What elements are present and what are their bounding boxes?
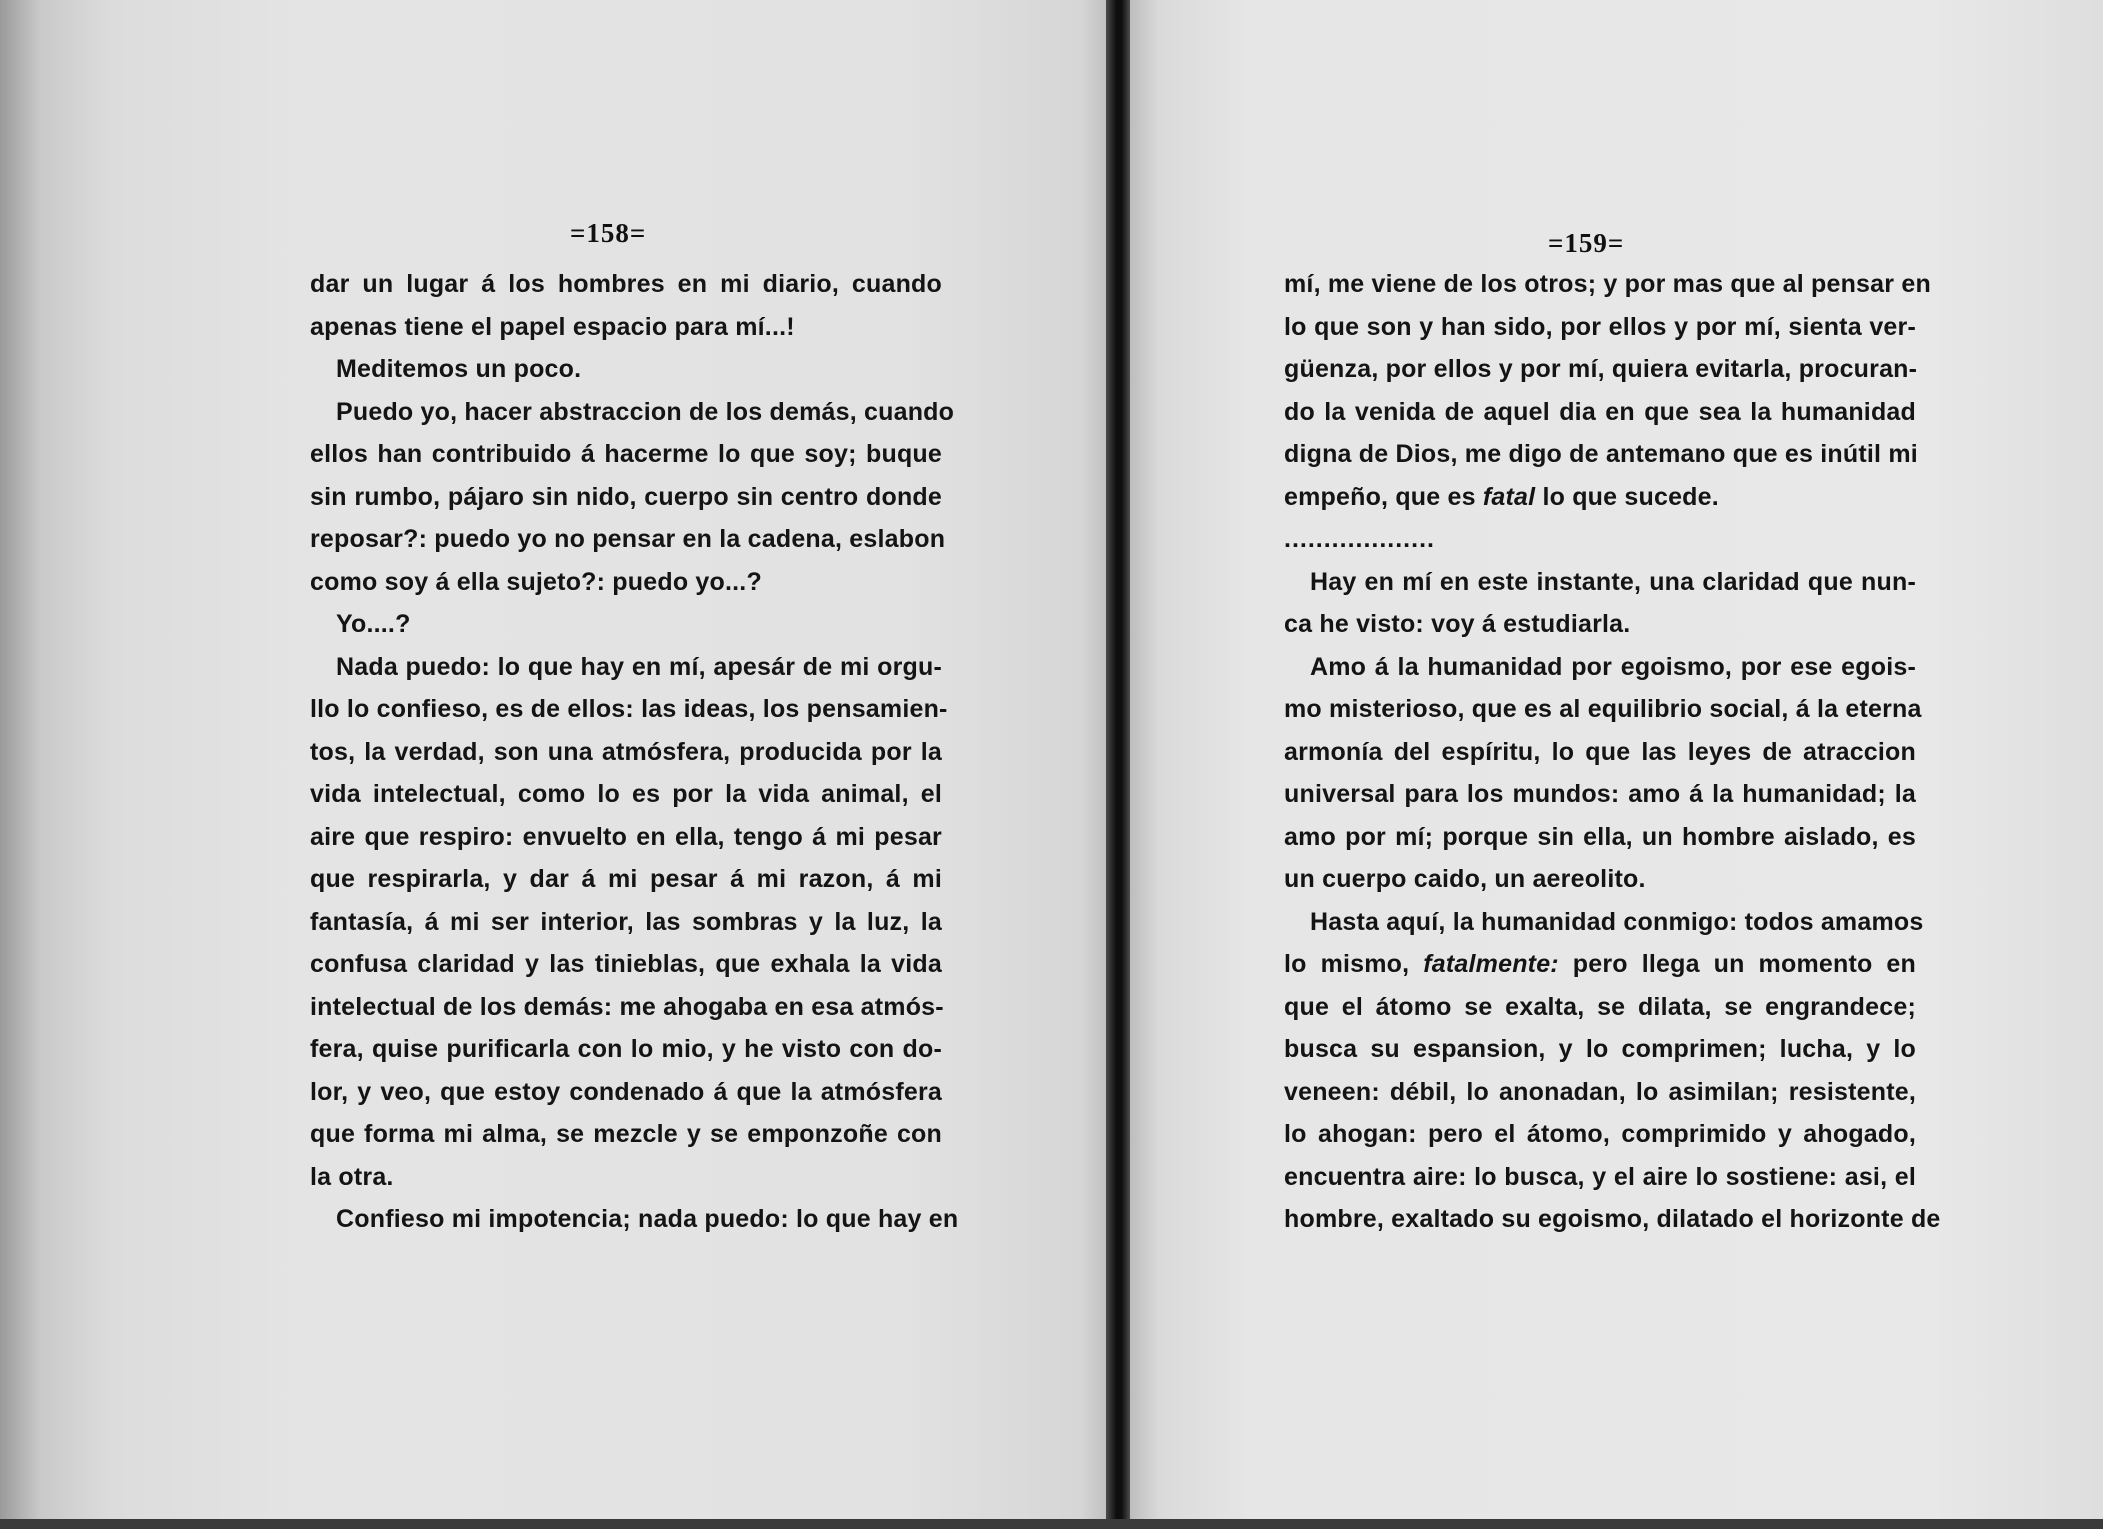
- text-fragment: lo mismo,: [1284, 950, 1424, 978]
- right-page-text: [1284, 263, 1941, 1241]
- text-line: ellos han contribuido á hacerme lo que soy; buque: [310, 440, 942, 468]
- text-line: un cuerpo caido, un aereolito.: [1284, 865, 1646, 893]
- text-line: apenas tiene el papel espacio para mí...!: [310, 312, 795, 341]
- text-line: Amo á la humanidad por egoismo, por ese egois-: [1310, 652, 1916, 681]
- text-line: Nada puedo: lo que hay en mí, apesár de mi orgu-: [336, 652, 942, 681]
- text-line: veneen: débil, lo anonadan, lo asimilan; resistente,: [1284, 1077, 1916, 1106]
- text-line: reposar?: puedo yo no pensar en la cadena, eslabon: [310, 525, 946, 553]
- italic-word: fatal: [1482, 482, 1536, 511]
- text-line: Puedo yo, hacer abstraccion de los demás, cuando: [336, 397, 955, 426]
- left-page-text: [310, 263, 959, 1241]
- text-line: Confieso mi impotencia; nada puedo: lo que hay en: [336, 1205, 959, 1233]
- text-line: hombre, exaltado su egoismo, dilatado el horizonte de: [1284, 1205, 1941, 1233]
- text-line: mí, me viene de los otros; y por mas que al pensar en: [1284, 270, 1931, 298]
- text-line: encuentra aire: lo busca, y el aire lo sostiene: asi, el: [1284, 1162, 1916, 1191]
- text-line: llo lo confieso, es de ellos: las ideas, los pensamien-: [310, 695, 948, 723]
- text-line: la otra.: [310, 1162, 394, 1191]
- text-line: como soy á ella sujeto?: puedo yo...?: [310, 567, 762, 596]
- text-line: que forma mi alma, se mezcle y se emponzoñe con: [310, 1120, 942, 1148]
- text-line: do la venida de aquel dia en que sea la humanidad: [1284, 397, 1916, 426]
- text-line: tos, la verdad, son una atmósfera, producida por la: [310, 737, 942, 766]
- text-line: [1284, 943, 1916, 986]
- text-line: Hay en mí en este instante, una claridad que nun-: [1310, 567, 1916, 596]
- page-number-right: =159=: [1548, 228, 1625, 258]
- text-line: aire que respiro: envuelto en ella, tengo á mi pesar: [310, 822, 942, 851]
- text-line: amo por mí; porque sin ella, un hombre aislado, es: [1284, 822, 1916, 851]
- italic-word: fatalmente:: [1423, 950, 1559, 978]
- text-line: universal para los mundos: amo á la humanidad; la: [1284, 780, 1916, 808]
- text-line: confusa claridad y las tinieblas, que exhala la vida: [310, 950, 942, 978]
- text-line: que el átomo se exalta, se dilata, se engrandece;: [1284, 992, 1916, 1021]
- text-line: que respirarla, y dar á mi pesar á mi razon, á mi: [310, 865, 942, 893]
- text-line: Meditemos un poco.: [336, 355, 582, 383]
- text-line: fantasía, á mi ser interior, las sombras y la luz, la: [310, 907, 942, 936]
- text-line: lo ahogan: pero el átomo, comprimido y ahogado,: [1284, 1120, 1916, 1148]
- text-line: vida intelectual, como lo es por la vida animal, el: [310, 780, 942, 808]
- page-number-left: =158=: [570, 218, 647, 248]
- scan-bottom-edge: [0, 1519, 2103, 1529]
- text-line: dar un lugar á los hombres en mi diario, cuando: [310, 270, 942, 298]
- text-line: mo misterioso, que es al equilibrio social, á la eterna: [1284, 695, 1922, 723]
- text-line: intelectual de los demás: me ahogaba en esa atmós-: [310, 992, 944, 1021]
- text-line: fera, quise purificarla con lo mio, y he visto con do-: [310, 1035, 942, 1063]
- text-line: Hasta aquí, la humanidad conmigo: todos amamos: [1310, 907, 1924, 936]
- text-fragment: empeño, que es: [1284, 482, 1483, 511]
- text-line: lor, y veo, que estoy condenado á que la atmósfera: [310, 1077, 942, 1106]
- text-line: lo que son y han sido, por ellos y por mí, sienta ver-: [1284, 312, 1916, 341]
- text-line: güenza, por ellos y por mí, quiera evitarla, procuran-: [1284, 355, 1918, 383]
- text-fragment: pero llega un momento en: [1558, 950, 1916, 978]
- text-line: ca he visto: voy á estudiarla.: [1284, 610, 1631, 638]
- book-gutter: [1106, 0, 1132, 1529]
- text-line: armonía del espíritu, lo que las leyes de atraccion: [1284, 737, 1916, 766]
- text-line: [1284, 476, 1916, 519]
- text-line: digna de Dios, me digo de antemano que es inútil mi: [1284, 440, 1918, 468]
- text-line: Yo....?: [336, 610, 411, 638]
- text-fragment: lo que sucede.: [1535, 482, 1719, 511]
- text-line: busca su espansion, y lo comprimen; lucha, y lo: [1284, 1035, 1916, 1063]
- text-line: sin rumbo, pájaro sin nido, cuerpo sin centro donde: [310, 482, 942, 511]
- ellipsis-line: ...................: [1284, 525, 1435, 553]
